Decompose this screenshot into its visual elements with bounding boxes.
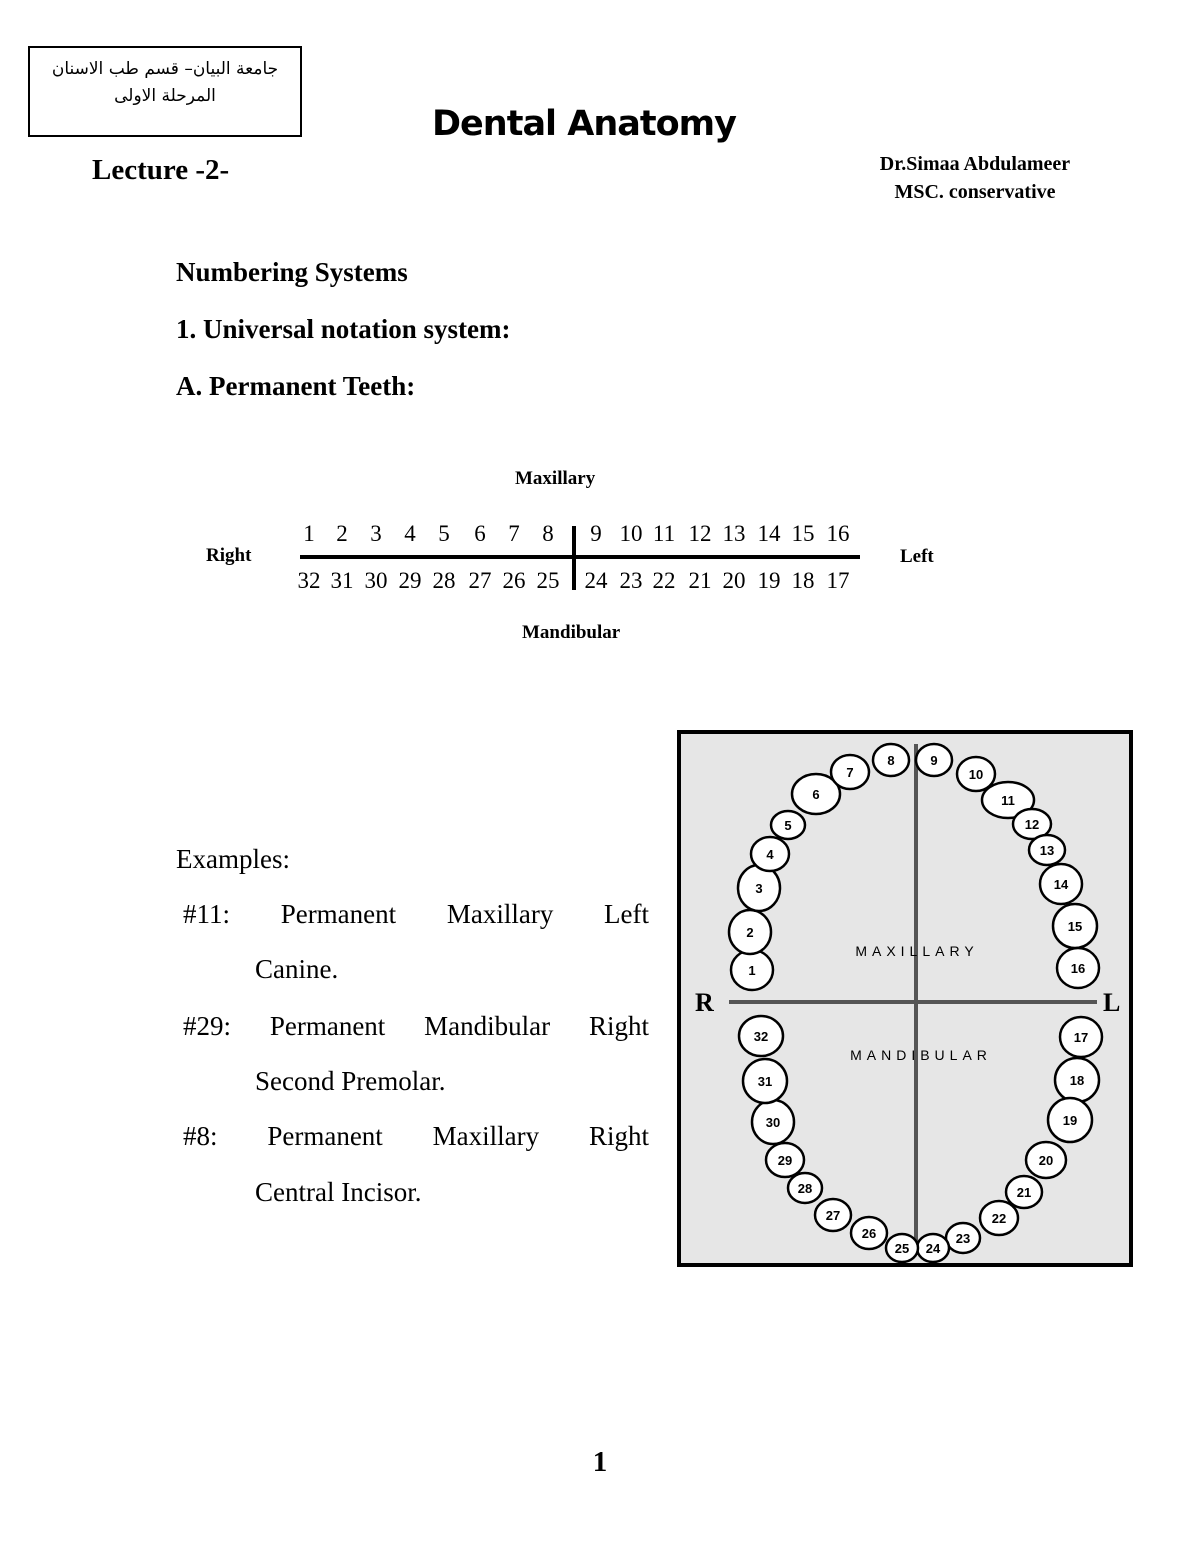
maxillary-number-11: 11: [652, 521, 676, 546]
tooth-21-label: 21: [1016, 1185, 1032, 1200]
mandibular-number-16: 17: [826, 568, 850, 593]
mandibular-arch-label: MANDIBULAR: [850, 1047, 992, 1063]
tooth-25-label: 25: [894, 1241, 910, 1256]
mandibular-number-12: 21: [688, 568, 712, 593]
example-2-continuation: Second Premolar.: [255, 1066, 446, 1096]
maxillary-number-10: 10: [619, 521, 643, 546]
tooth-10-label: 10: [968, 767, 984, 782]
mandibular-number-3: 30: [364, 568, 388, 593]
maxillary-arch-label: MAXILLARY: [855, 943, 979, 959]
example-1-word-2: Maxillary: [446, 899, 554, 929]
diagram-frame: [679, 732, 1131, 1265]
tooth-22-label: 22: [991, 1211, 1007, 1226]
maxillary-number-2: 2: [336, 521, 348, 546]
chart-right-label: Right: [206, 545, 252, 566]
example-3-word-2: Maxillary: [432, 1121, 540, 1151]
example-3-word-3: Right: [588, 1121, 649, 1151]
example-2-word-3: Right: [588, 1011, 649, 1041]
tooth-4-label: 4: [766, 847, 774, 862]
mandibular-number-8: 25: [536, 568, 560, 593]
tooth-13-label: 13: [1039, 843, 1055, 858]
tooth-3-label: 3: [755, 881, 763, 896]
author-name: Dr.Simaa Abdulameer: [879, 153, 1071, 175]
mandibular-number-4: 29: [398, 568, 422, 593]
university-line-1: جامعة البيان– قسم طب الاسنان: [51, 59, 279, 79]
right-side-marker: R: [695, 988, 714, 1017]
example-2-number: #29:: [183, 1011, 232, 1041]
tooth-29-label: 29: [777, 1153, 793, 1168]
section-heading: Numbering Systems: [176, 257, 408, 287]
tooth-24-label: 24: [925, 1241, 941, 1256]
mandibular-number-10: 23: [619, 568, 643, 593]
example-3-number: #8:: [183, 1121, 218, 1151]
tooth-15-label: 15: [1067, 919, 1083, 934]
mandibular-number-14: 19: [757, 568, 781, 593]
examples-label: Examples:: [176, 844, 290, 874]
maxillary-number-8: 8: [542, 521, 554, 546]
example-2-word-1: Permanent: [269, 1011, 386, 1041]
tooth-19-label: 19: [1062, 1113, 1078, 1128]
tooth-8-label: 8: [887, 753, 895, 768]
example-1-word-3: Left: [604, 899, 649, 929]
dental-arch-diagram: [677, 730, 1133, 1267]
example-3-word-1: Permanent: [267, 1121, 383, 1151]
university-box: [28, 46, 302, 137]
tooth-1-label: 1: [748, 963, 756, 978]
subsection-heading: A. Permanent Teeth:: [176, 371, 416, 401]
maxillary-number-13: 13: [722, 521, 746, 546]
tooth-31-label: 31: [757, 1074, 773, 1089]
chart-maxillary-label: Maxillary: [515, 468, 596, 489]
example-1-number: #11:: [183, 899, 230, 929]
tooth-17-label: 17: [1073, 1030, 1089, 1045]
maxillary-number-12: 12: [688, 521, 712, 546]
maxillary-number-5: 5: [438, 521, 450, 546]
example-3-continuation: Central Incisor.: [255, 1177, 422, 1207]
example-item-2: [183, 1011, 649, 1042]
author-block: [850, 150, 1100, 206]
tooth-32-label: 32: [753, 1029, 769, 1044]
example-item-1: [183, 899, 649, 930]
left-side-marker: L: [1103, 988, 1121, 1017]
example-1-continuation: Canine.: [255, 954, 339, 984]
maxillary-number-15: 15: [791, 521, 815, 546]
tooth-28-label: 28: [797, 1181, 813, 1196]
tooth-18-label: 18: [1069, 1073, 1085, 1088]
tooth-7-label: 7: [846, 765, 854, 780]
mandibular-number-6: 27: [468, 568, 492, 593]
mandibular-number-15: 18: [791, 568, 815, 593]
tooth-30-label: 30: [765, 1115, 781, 1130]
mandibular-number-13: 20: [722, 568, 746, 593]
maxillary-number-1: 1: [303, 521, 315, 546]
document-title: Dental Anatomy: [432, 104, 736, 144]
maxillary-number-4: 4: [404, 521, 416, 546]
maxillary-number-row: [0, 521, 1200, 549]
lecture-label: Lecture -2-: [92, 154, 230, 186]
mandibular-number-11: 22: [652, 568, 676, 593]
chart-mandibular-label: Mandibular: [522, 622, 621, 643]
maxillary-number-14: 14: [757, 521, 781, 546]
tooth-14-label: 14: [1053, 877, 1069, 892]
maxillary-number-16: 16: [826, 521, 850, 546]
mandibular-number-1: 32: [297, 568, 321, 593]
maxillary-number-6: 6: [474, 521, 486, 546]
tooth-9-label: 9: [930, 753, 938, 768]
tooth-20-label: 20: [1038, 1153, 1054, 1168]
example-1-word-1: Permanent: [280, 899, 397, 929]
mandibular-number-2: 31: [330, 568, 354, 593]
maxillary-number-3: 3: [370, 521, 382, 546]
chart-left-label: Left: [900, 546, 934, 567]
tooth-2-label: 2: [746, 925, 754, 940]
section-subheading: 1. Universal notation system:: [176, 314, 511, 344]
mandibular-number-9: 24: [584, 568, 608, 593]
mandibular-number-5: 28: [432, 568, 456, 593]
tooth-16-label: 16: [1070, 961, 1086, 976]
mandibular-number-7: 26: [502, 568, 526, 593]
tooth-23-label: 23: [955, 1231, 971, 1246]
maxillary-number-9: 9: [590, 521, 602, 546]
mandibular-number-row: [0, 568, 1200, 596]
tooth-27-label: 27: [825, 1208, 841, 1223]
tooth-6-label: 6: [812, 787, 820, 802]
tooth-5-label: 5: [784, 818, 792, 833]
tooth-11-label: 11: [1001, 793, 1015, 808]
university-line-2: المرحلة الاولى: [114, 86, 216, 106]
example-item-3: [183, 1121, 649, 1152]
tooth-26-label: 26: [861, 1226, 877, 1241]
tooth-12-label: 12: [1024, 817, 1040, 832]
page-number: 1: [592, 1446, 608, 1478]
chart-horizontal-line: [300, 555, 860, 559]
author-degree: MSC. conservative: [894, 181, 1056, 203]
example-2-word-2: Mandibular: [424, 1011, 551, 1041]
maxillary-number-7: 7: [508, 521, 520, 546]
